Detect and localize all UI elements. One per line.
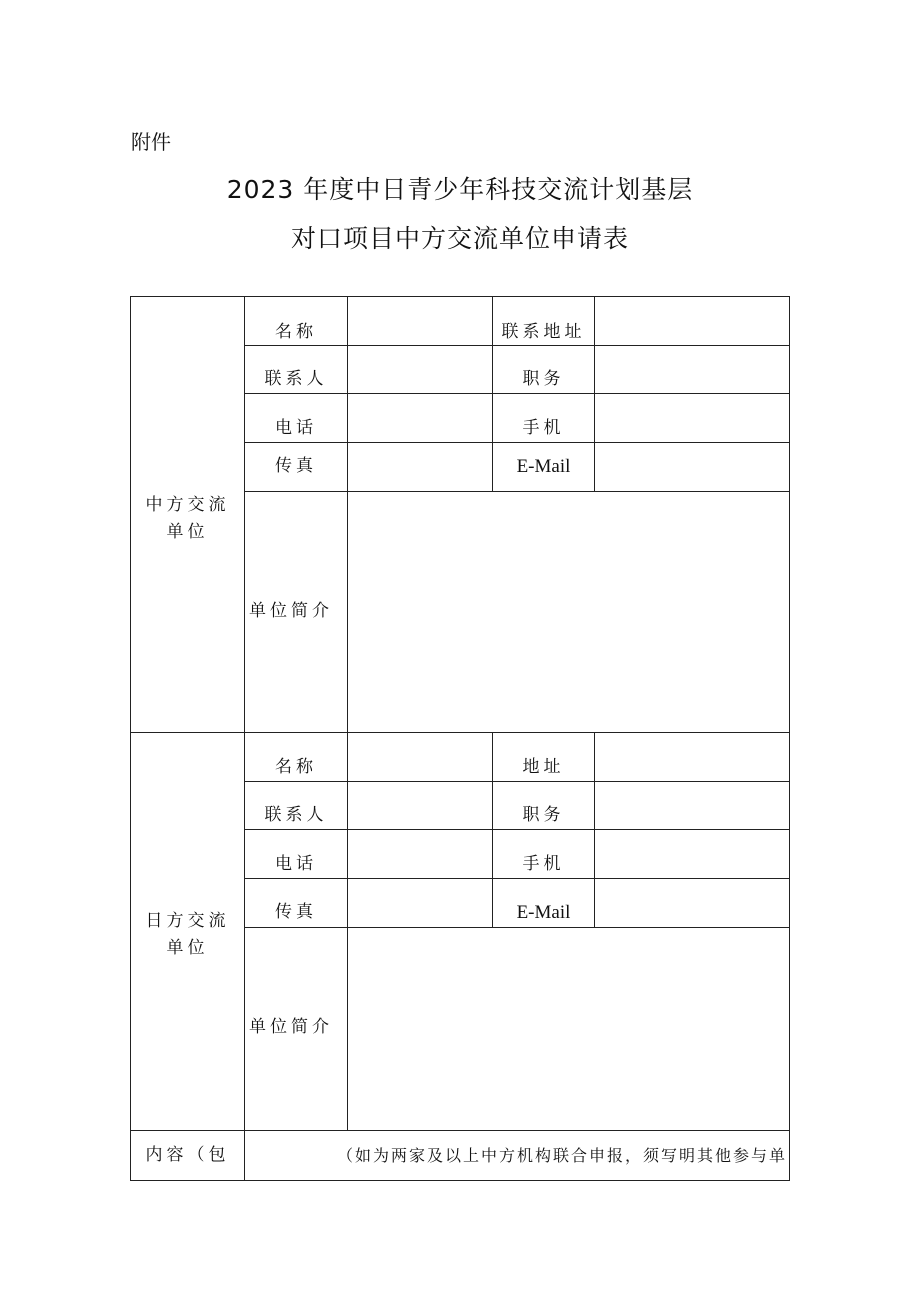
content-label: 内容（包 <box>145 1145 230 1166</box>
table-border-bottom <box>130 1180 790 1181</box>
chinese-unit-email-label: E-Mail <box>516 455 571 477</box>
table-border-left <box>130 296 131 1181</box>
table-border-right <box>789 296 790 1181</box>
chinese-unit-section-label: 中方交流单位 <box>145 494 230 542</box>
japanese-unit-contact-label: 联系人 <box>264 805 328 826</box>
japanese-unit-section-label: 日方交流单位 <box>145 910 230 958</box>
japanese-unit-position-field[interactable] <box>595 782 789 829</box>
chinese-unit-address-field[interactable] <box>595 297 789 345</box>
chinese-unit-phone-field[interactable] <box>348 394 492 442</box>
form-title-line-2: 对口项目中方交流单位申请表 <box>290 224 629 253</box>
japanese-unit-name-field[interactable] <box>348 733 492 781</box>
japanese-unit-name-label: 名称 <box>275 757 317 778</box>
japanese-unit-mobile-label: 手机 <box>522 854 565 875</box>
japanese-unit-contact-field[interactable] <box>348 782 492 829</box>
chinese-unit-intro-label: 单位简介 <box>249 601 333 622</box>
chinese-unit-email-field[interactable] <box>595 443 789 491</box>
content-note: （如为两家及以上中方机构联合申报，须写明其他参与单 <box>336 1145 787 1165</box>
japanese-unit-position-label: 职务 <box>522 805 565 826</box>
chinese-unit-name-field[interactable] <box>348 297 492 345</box>
japanese-unit-email-label: E-Mail <box>516 901 571 923</box>
japanese-unit-address-field[interactable] <box>595 733 789 781</box>
chinese-unit-fax-label: 传真 <box>275 456 317 477</box>
japanese-unit-mobile-field[interactable] <box>595 830 789 878</box>
japanese-unit-intro-label: 单位简介 <box>249 1017 333 1038</box>
japanese-unit-phone-label: 电话 <box>275 854 317 875</box>
japanese-unit-phone-field[interactable] <box>348 830 492 878</box>
content-field[interactable] <box>245 1131 789 1180</box>
attachment-label: 附件 <box>131 130 171 154</box>
japanese-unit-address-label: 地址 <box>522 757 565 778</box>
chinese-unit-mobile-label: 手机 <box>522 418 565 439</box>
chinese-unit-intro-field[interactable] <box>348 492 789 732</box>
chinese-unit-address-label: 联系地址 <box>501 322 586 343</box>
japanese-unit-fax-field[interactable] <box>348 879 492 927</box>
japanese-unit-intro-field[interactable] <box>348 928 789 1130</box>
form-title-line-1: 2023 年度中日青少年科技交流计划基层 <box>226 175 694 204</box>
chinese-unit-contact-field[interactable] <box>348 346 492 393</box>
chinese-unit-phone-label: 电话 <box>275 418 317 439</box>
chinese-unit-contact-label: 联系人 <box>264 369 328 390</box>
chinese-unit-fax-field[interactable] <box>348 443 492 491</box>
japanese-unit-fax-label: 传真 <box>275 902 317 923</box>
chinese-unit-name-label: 名称 <box>275 322 317 343</box>
chinese-unit-position-label: 职务 <box>522 369 565 390</box>
chinese-unit-position-field[interactable] <box>595 346 789 393</box>
chinese-unit-mobile-field[interactable] <box>595 394 789 442</box>
japanese-unit-email-field[interactable] <box>595 879 789 927</box>
